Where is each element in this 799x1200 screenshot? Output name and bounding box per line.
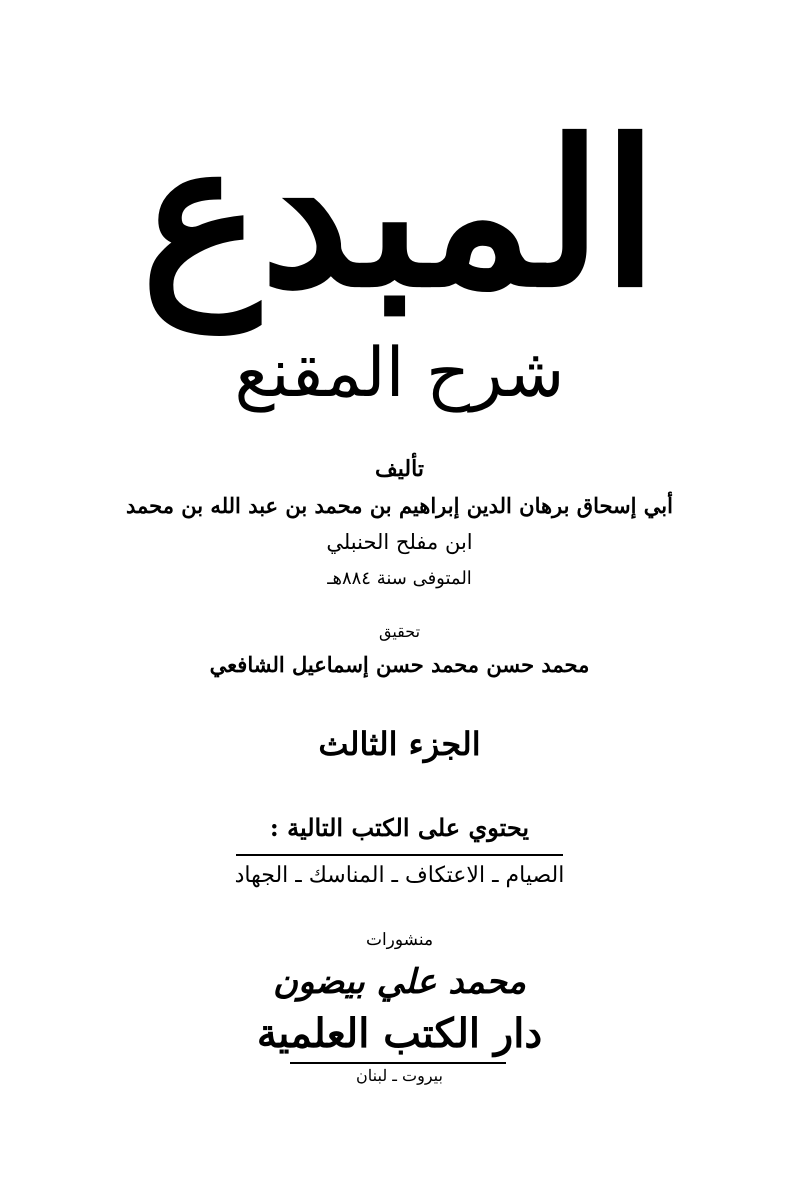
editor-name: محمد حسن محمد حسن إسماعيل الشافعي (209, 652, 590, 677)
author-name: أبي إسحاق برهان الدين إبراهيم بن محمد بن عبد الله بن محمد (126, 493, 673, 518)
author-nisba: ابن مفلح الحنبلي (326, 530, 473, 554)
publications-label: منشورات (365, 930, 434, 950)
edited-by-label: تحقيق (378, 622, 421, 641)
book-subtitle: شرح المقنع (234, 334, 565, 413)
authorship-label: تأليف (375, 456, 424, 482)
publisher-location: بيروت ـ لبنان (356, 1066, 443, 1085)
volume-label: الجزء الثالث (318, 725, 481, 763)
author-death-date: المتوفى سنة ٨٨٤هـ (327, 568, 472, 589)
book-title: المبدع (141, 97, 658, 332)
contents-underline (236, 854, 563, 856)
publisher-name: دار الكتب العلمية (256, 1010, 543, 1057)
contents-list: الصيام ـ الاعتكاف ـ المناسك ـ الجهاد (234, 863, 565, 888)
publisher-person: محمد علي بيضون (273, 962, 526, 1002)
publisher-underline (290, 1062, 506, 1064)
contents-heading: يحتوي على الكتب التالية : (269, 813, 530, 842)
